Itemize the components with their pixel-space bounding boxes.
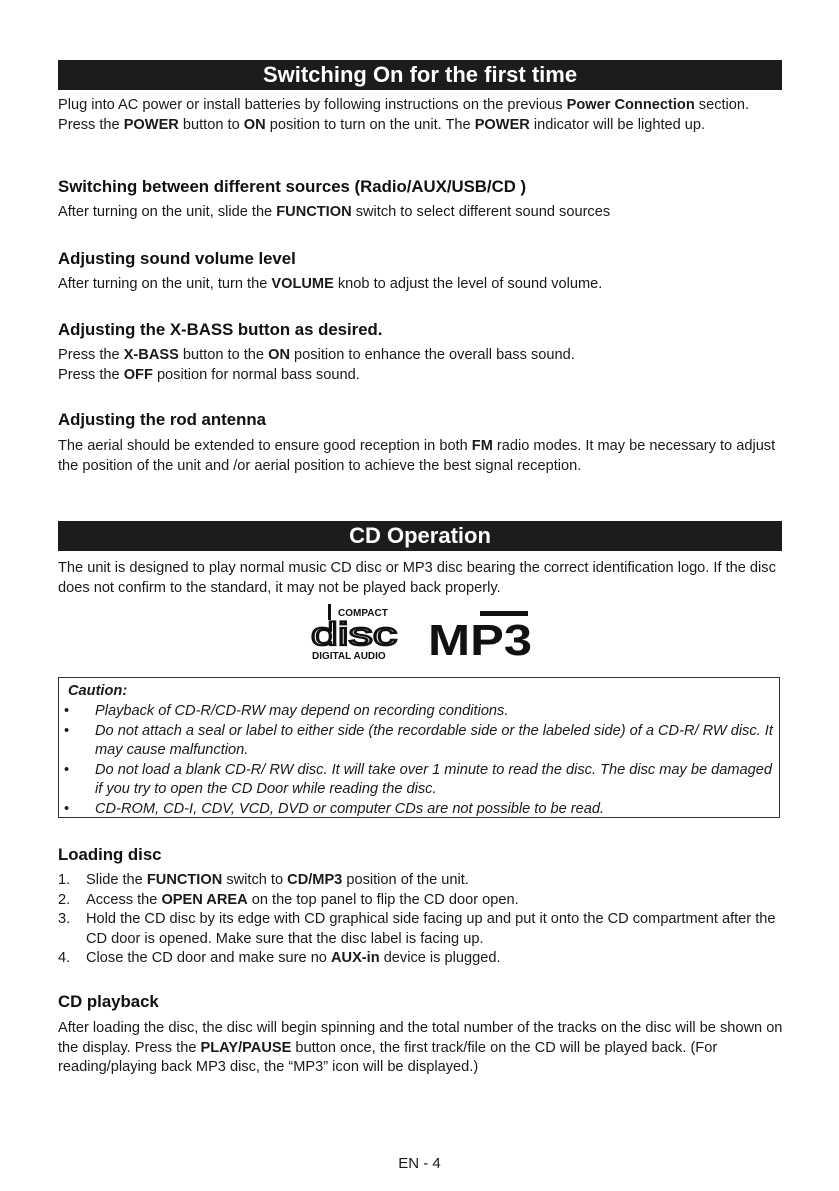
caution-item: • CD-ROM, CD-I, CDV, VCD, DVD or computer CDs are not possible to be read. (64, 800, 605, 817)
section-title-cd-operation: CD Operation (58, 521, 782, 551)
caution-item: • Playback of CD-R/CD-RW may depend on recording conditions. (64, 703, 509, 719)
loading-step: 1. Slide the FUNCTION switch to CD/MP3 position of the unit. (58, 872, 469, 888)
heading-xbass: Adjusting the X-BASS button as desired. (58, 320, 383, 339)
heading-cd-playback: CD playback (58, 992, 159, 1011)
heading-loading-disc: Loading disc (58, 845, 162, 864)
sources-paragraph: After turning on the unit, slide the FUNCTION switch to select different sound sources (58, 204, 611, 220)
cd-operation-paragraph: The unit is designed to play normal music CD disc or MP3 disc bearing the correct identification logo. If the disc does not confirm to the standard, it may not be played back properly. (58, 560, 776, 596)
section-title-switching-on: Switching On for the first time (58, 60, 782, 90)
caution-box (58, 677, 780, 818)
heading-antenna: Adjusting the rod antenna (58, 410, 266, 429)
heading-volume: Adjusting sound volume level (58, 249, 296, 268)
caution-list (59, 702, 779, 819)
compact-disc-logo-top: COMPACT (338, 608, 388, 619)
caution-item: • Do not load a blank CD-R/ RW disc. It will take over 1 minute to read the disc. The disc may be damaged if you try to open the CD Door while reading the disc. (64, 761, 773, 797)
xbass-paragraph: Press the X-BASS button to the ON position to enhance the overall bass sound. Press the OFF position for normal bass sound. (58, 347, 575, 383)
loading-step: 2. Access the OPEN AREA on the top panel to flip the CD door open. (58, 891, 519, 908)
loading-step: 3. Hold the CD disc by its edge with CD graphical side facing up and put it onto the CD compartment after the CD door is opened. Make sure that the disc label is facing up. (58, 911, 776, 947)
mp3-logo-text: MP3 (428, 616, 532, 659)
compact-disc-logo-main: disc (311, 616, 397, 652)
heading-switching-sources: Switching between different sources (Radio/AUX/USB/CD ) (58, 177, 527, 196)
caution-title: Caution: (68, 683, 128, 699)
mp3-logo (428, 607, 532, 659)
cd-playback-paragraph: After loading the disc, the disc will begin spinning and the total number of the tracks on the disc will be shown on the display. Press the PLAY/PAUSE button once, the first track/file on the CD will be played back. (For reading/playing back MP3 disc, the “MP3” icon will be displayed.) (58, 1020, 783, 1075)
switching-on-paragraph: Plug into AC power or install batteries by following instructions on the previous Power Connection section. Press the POWER button to ON position to turn on the unit. The POWER indicator will be lighted up. (58, 97, 750, 133)
compact-disc-logo (310, 604, 402, 662)
page-number: EN - 4 (398, 1155, 441, 1172)
compact-disc-logo-bottom: DIGITAL AUDIO (312, 651, 386, 662)
loading-step: 4. Close the CD door and make sure no AUX-in device is plugged. (58, 950, 501, 966)
caution-item: • Do not attach a seal or label to either side (the recordable side or the labeled side) of a CD-R/ RW disc. It may cause malfunction. (64, 722, 773, 758)
volume-paragraph: After turning on the unit, turn the VOLUME knob to adjust the level of sound volume. (58, 276, 603, 292)
loading-steps (58, 871, 784, 969)
antenna-paragraph: The aerial should be extended to ensure good reception in both FM radio modes. It may be necessary to adjust the position of the unit and /or aerial position to achieve the best signal reception. (58, 438, 776, 474)
